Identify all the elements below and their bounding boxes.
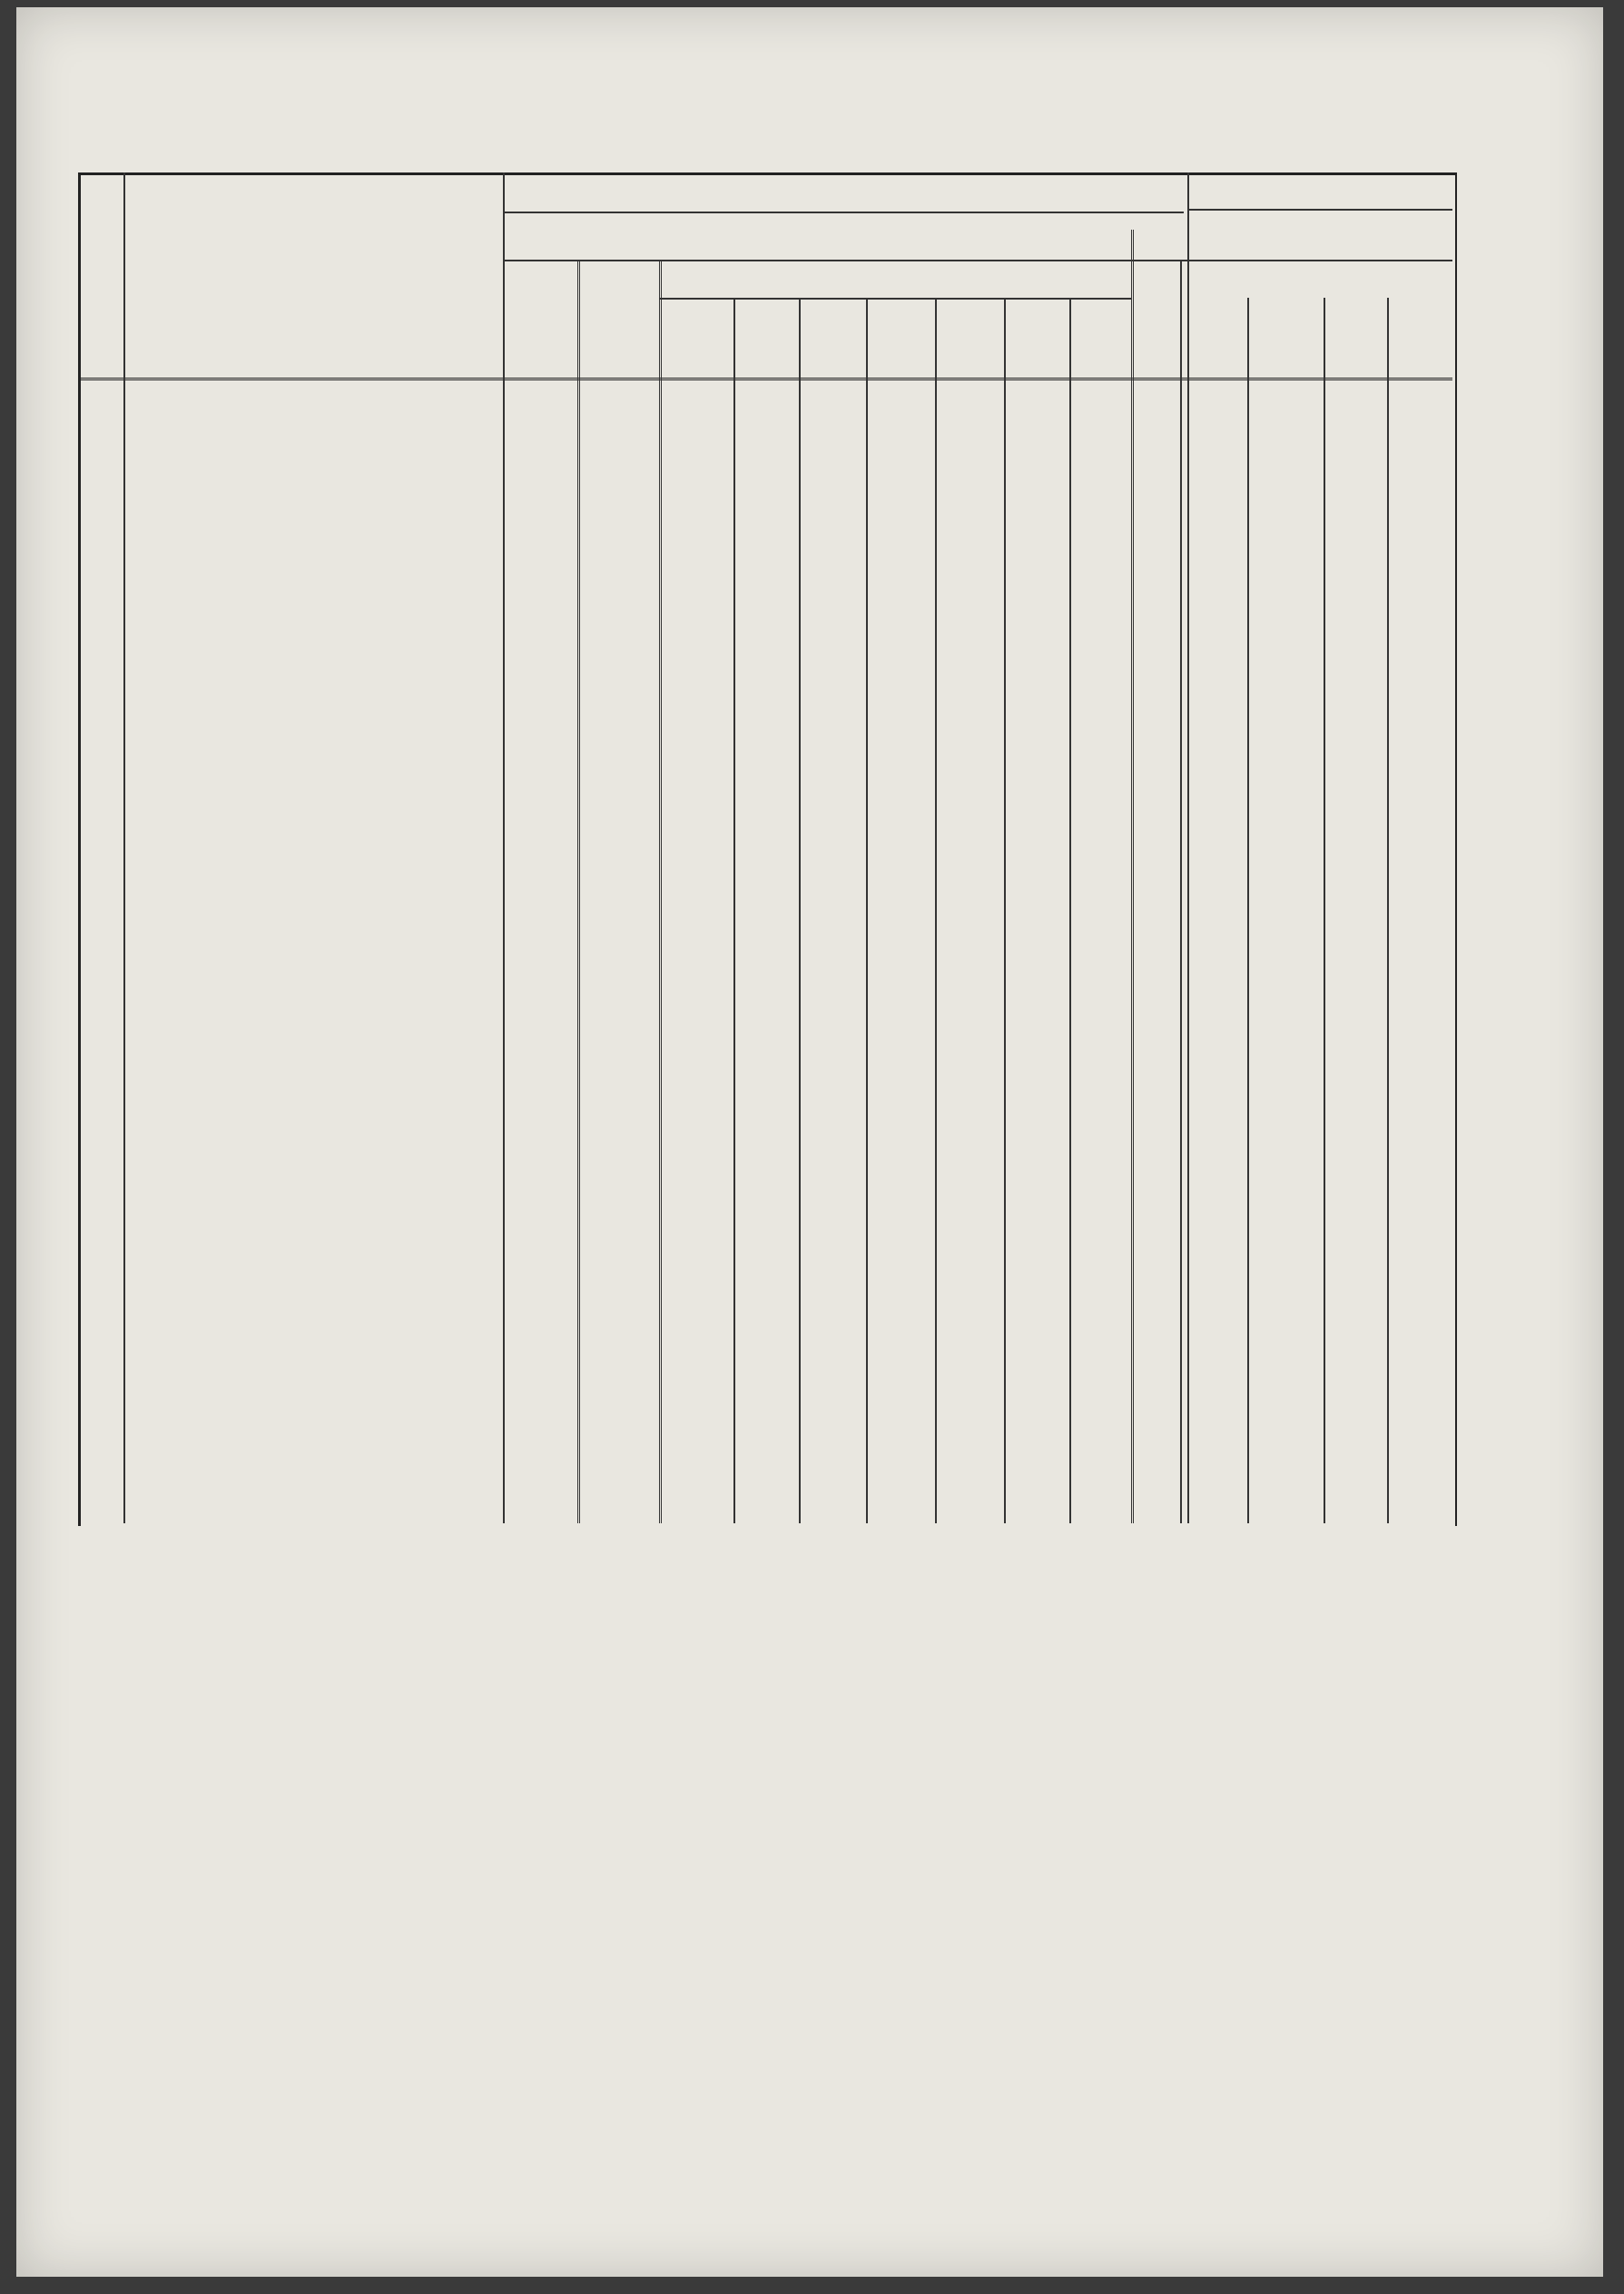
header-schafe — [1325, 300, 1387, 376]
rule — [78, 378, 1452, 380]
col-line — [1247, 298, 1249, 1523]
header-wald — [1006, 300, 1069, 376]
header-rinder — [1249, 300, 1324, 376]
document-page — [16, 7, 1603, 2277]
header-rownum — [80, 180, 123, 376]
rule — [1187, 209, 1452, 211]
col-line — [1004, 298, 1006, 1523]
col-line — [123, 172, 125, 1523]
header-grossgrund — [1134, 261, 1180, 376]
header-pferde — [1189, 300, 1247, 376]
col-line — [799, 298, 801, 1523]
col-line — [733, 298, 735, 1523]
col-line — [1324, 298, 1325, 1523]
header-steuerpflichtige-text — [583, 264, 655, 373]
col-line — [1131, 230, 1134, 1523]
col-line — [659, 260, 662, 1523]
header-steuerpflichtige — [579, 261, 659, 376]
rule — [503, 212, 1184, 213]
header-gaerten — [801, 300, 866, 376]
header-weingaerten — [868, 300, 935, 376]
header-weingaerten-text — [883, 301, 920, 374]
col-line — [866, 298, 868, 1523]
header-im-ganzen — [505, 261, 577, 376]
header-wiesen — [735, 300, 799, 376]
header-grossgrund-text — [1139, 264, 1176, 373]
col-line — [935, 298, 937, 1523]
header-hutweiden — [937, 300, 1004, 376]
col-line — [577, 260, 580, 1523]
col-line — [1069, 298, 1071, 1523]
col-line — [1387, 298, 1389, 1523]
header-aecker — [661, 300, 733, 376]
header-schweine — [1389, 300, 1452, 376]
col-line — [1180, 260, 1182, 1523]
header-spacer — [1182, 261, 1187, 376]
header-hutweiden-text — [945, 301, 996, 374]
